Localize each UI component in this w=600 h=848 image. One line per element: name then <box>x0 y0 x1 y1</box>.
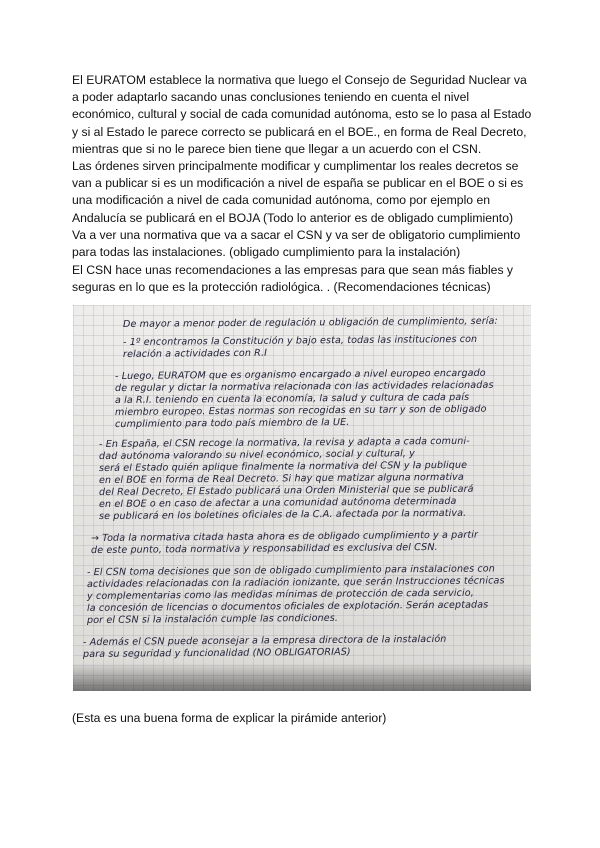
note-line: actividades relacionadas con la radiación ionizante, que serán Instrucciones técnicas <box>86 575 505 590</box>
note-line: para su seguridad y funcionalidad (NO OBLIGATORIAS) <box>82 646 351 660</box>
note-line: → Toda la normativa citada hasta ahora es de obligado cumplimiento y a partir <box>90 529 479 544</box>
handwritten-notes <box>73 305 531 691</box>
note-line: dad autónoma valorando su nivel económico, social y cultural, y <box>98 448 415 462</box>
note-line: miembro europeo. Estas normas son recogidas en su tarr y son de obligado <box>114 403 487 418</box>
note-line: - 1º encontramos la Constitución y bajo esta, todas las instituciones con <box>122 333 478 348</box>
note-line: la concesión de licencias o documentos oficiales de explotación. Serán aceptadas <box>86 599 489 614</box>
note-line: y complementarias como las medidas mínimas de protección de cada servicio, <box>86 587 474 602</box>
note-line: en el BOE en forma de Real Decreto. Si hay que matizar alguna normativa <box>98 471 464 486</box>
note-line: - Luego, EURATOM que es organismo encargado a nivel europeo encargado <box>114 367 486 382</box>
note-line: del Real Decreto, El Estado publicará una Orden Ministerial que se publicará <box>98 483 474 498</box>
paragraph-csn-recomendaciones: El CSN hace unas recomendaciones a las empresas para que sean más fiables y seguras en lo que es la protección radiológica. . (Recomendaciones técnicas) <box>72 263 514 295</box>
note-line: - Además el CSN puede aconsejar a la empresa directora de la instalación <box>82 633 447 648</box>
paragraph-ordenes: Las órdenes sirven principalmente modificar y cumplimentar los reales decretos se van a publicar si es un modificación a nivel de españa se publicar en el BOE o si es una modificación a nivel de cada comunidad autónoma, como por ejemplo en Andalucía se publicará en el BOJA (Todo lo anterior es de obligado cumplimiento) Va a ver una normativa que va a sacar el CSN y va ser de obligatorio cumplimiento para todas las instalaciones. (obligado cumplimiento para la instalación) <box>72 159 524 260</box>
note-line: relación a actividades con R.I <box>122 347 268 360</box>
handwritten-notes-photo <box>73 305 531 691</box>
note-line: - En España, el CSN recoge la normativa, la revisa y adapta a cada comuni- <box>98 435 470 450</box>
note-line: a la R.I. teniendo en cuenta la economía, la salud y cultura de cada país <box>114 391 470 406</box>
note-line: - El CSN toma decisiones que son de obligado cumplimiento para instalaciones con <box>86 563 495 578</box>
note-line: cumplimiento para todo país miembro de la UE. <box>114 416 350 430</box>
caption: (Esta es una buena forma de explicar la pirámide anterior) <box>72 711 387 725</box>
note-line: De mayor a menor poder de regulación u obligación de cumplimiento, sería: <box>122 315 498 330</box>
note-line: en el BOE o en caso de afectar a una comunidad autónoma determinada <box>98 495 457 510</box>
note-line: de regular y dictar la normativa relacionada con las actividades relacionadas <box>114 379 494 394</box>
note-line: se publicará en los boletines oficiales de la C.A. afectada por la normativa. <box>98 507 467 522</box>
note-line: será el Estado quién aplique finalmente la normativa del CSN y la publique <box>98 459 468 474</box>
note-line: por el CSN si la instalación cumple las condiciones. <box>86 612 339 626</box>
note-line: de este punto, toda normativa y responsabilidad es exclusiva del CSN. <box>90 541 438 556</box>
paragraph-euratom: El EURATOM establece la normativa que luego el Consejo de Seguridad Nuclear va a poder adaptarlo sacando unas conclusiones teniendo en cuenta el nivel económico, cultural y social de cada comunidad autónoma, esto se lo pasa al Estado y si al Estado le parece correcto se publicará en el BOE., en forma de Real Decreto, mientras que si no le parece bien tiene que llegar a un acuerdo con el CSN. <box>72 73 532 156</box>
